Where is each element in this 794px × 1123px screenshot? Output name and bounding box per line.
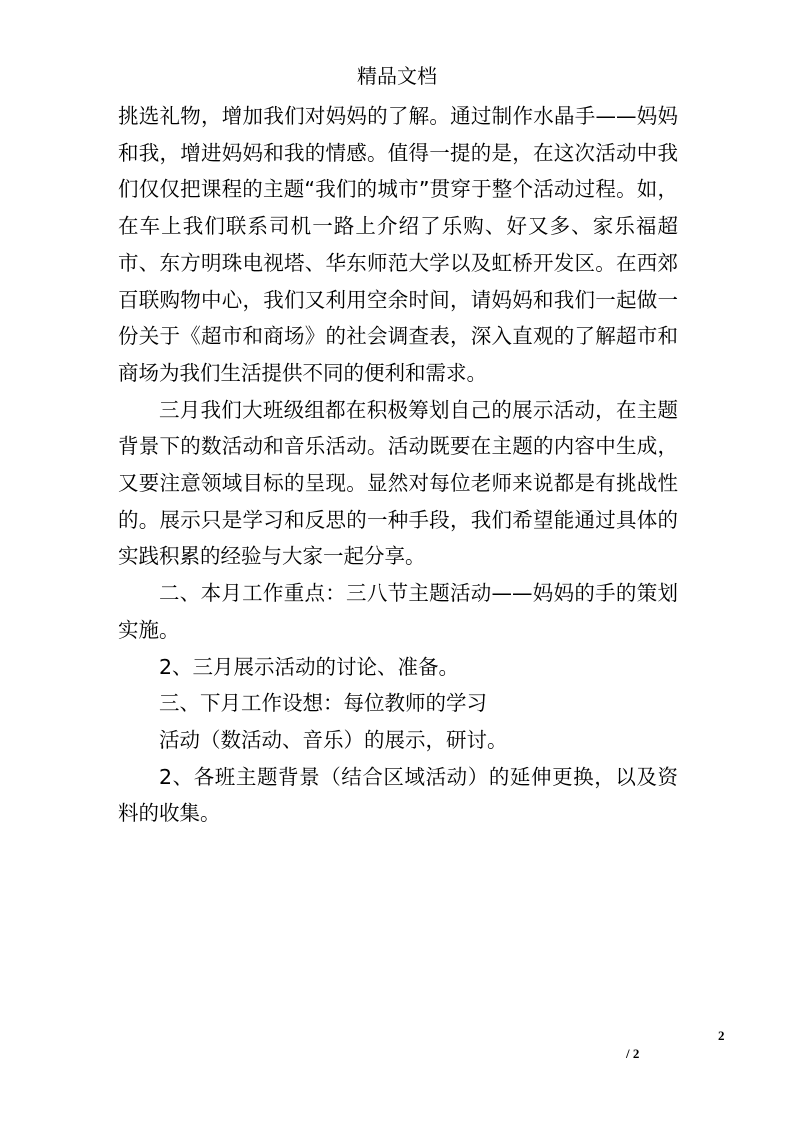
- document-header-title: 精品文档: [357, 64, 437, 88]
- page-count: / 2: [626, 1046, 640, 1061]
- paragraph-item-discussion: 2、三月展示活动的讨论、准备。: [159, 654, 460, 679]
- paragraph-theme-background: 2、各班主题背景（结合区域活动）的延伸更换，以及资料的收集。: [118, 764, 678, 826]
- paragraph-continuation: 挑选礼物，增加我们对妈妈的了解。通过制作水晶手——妈妈和我，增进妈妈和我的情感。值得一提的是，在这次活动中我们仅仅把课程的主题“我们的城市”贯穿于整个活动过程。如，在车上我们联系司机一路上介绍了乐购、好又多、家乐福超市、东方明珠电视塔、华东师范大学以及虹桥开发区。在西郊百联购物中心，我们又利用空余时间，请妈妈和我们一起做一份关于《超市和商场》的社会调查表，深入直观的了解超市和商场为我们生活提供不同的便利和需求。: [118, 104, 678, 385]
- paragraph-march-showcase: 三月我们大班级组都在积极筹划自己的展示活动，在主题背景下的数活动和音乐活动。活动既要在主题的内容中生成，又要注意领域目标的呈现。显然对每位老师来说都是有挑战性的。展示只是学习和反思的一种手段，我们希望能通过具体的实践积累的经验与大家一起分享。: [118, 397, 678, 569]
- paragraph-key-work: 二、本月工作重点：三八节主题活动——妈妈的手的策划实施。: [118, 581, 678, 642]
- paragraph-activity-showcase: 活动（数活动、音乐）的展示，研讨。: [159, 727, 508, 752]
- paragraph-next-month-plan: 三、下月工作设想：每位教师的学习: [159, 691, 487, 716]
- page-number: 2: [718, 1028, 725, 1043]
- document-body: [118, 98, 678, 832]
